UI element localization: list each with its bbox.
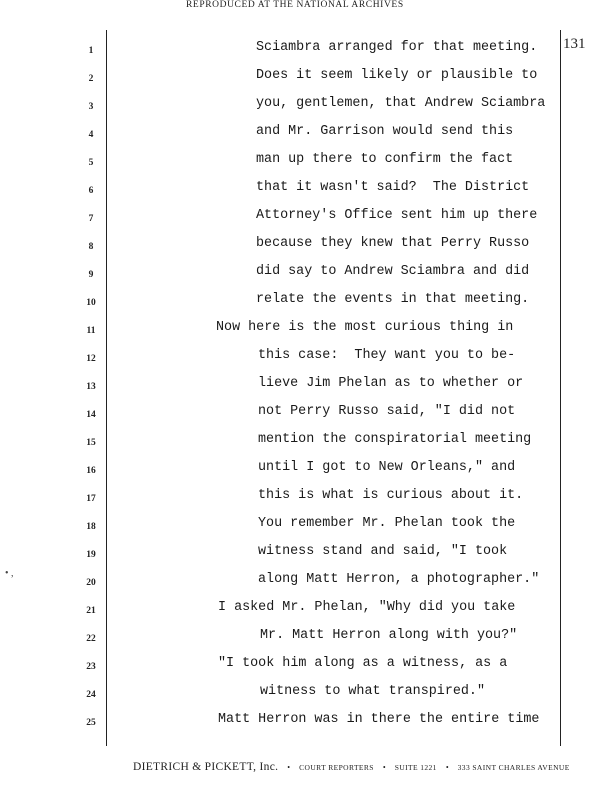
separator-dot: • xyxy=(287,763,291,772)
line-number: 12 xyxy=(86,354,96,364)
line-number: 2 xyxy=(88,74,94,84)
transcript-line: this is what is curious about it. xyxy=(258,488,524,503)
line-number: 3 xyxy=(88,102,94,112)
transcript-line: lieve Jim Phelan as to whether or xyxy=(258,376,524,391)
transcript-line: "I took him along as a witness, as a xyxy=(218,656,508,671)
transcript-line: this case: They want you to be- xyxy=(258,348,516,363)
transcript-line: You remember Mr. Phelan took the xyxy=(258,516,516,531)
transcript-line: and Mr. Garrison would send this xyxy=(256,124,514,139)
page-number: 131 xyxy=(563,36,586,52)
transcript-line: Now here is the most curious thing in xyxy=(216,320,514,335)
transcript-line: Does it seem likely or plausible to xyxy=(256,68,538,83)
firm-name: DIETRICH & PICKETT, Inc. xyxy=(133,761,279,773)
separator-dot: • xyxy=(445,763,449,772)
separator-dot: • xyxy=(382,763,386,772)
line-number: 14 xyxy=(86,410,96,420)
line-number: 13 xyxy=(86,382,96,392)
transcript-line: Mr. Matt Herron along with you?" xyxy=(260,628,518,643)
line-number: 18 xyxy=(86,522,96,532)
line-number: 20 xyxy=(86,578,96,588)
transcript-line: along Matt Herron, a photographer." xyxy=(258,572,540,587)
transcript-line: not Perry Russo said, "I did not xyxy=(258,404,516,419)
transcript-line: Attorney's Office sent him up there xyxy=(256,208,538,223)
firm-role: COURT REPORTERS xyxy=(299,763,374,772)
firm-address: 333 SAINT CHARLES AVENUE xyxy=(457,763,570,772)
transcript-line: until I got to New Orleans," and xyxy=(258,460,516,475)
transcript-line: I asked Mr. Phelan, "Why did you take xyxy=(218,600,516,615)
line-number: 21 xyxy=(86,606,96,616)
line-number: 8 xyxy=(88,242,94,252)
line-number: 4 xyxy=(88,130,94,140)
line-number: 17 xyxy=(86,494,96,504)
line-number: 24 xyxy=(86,690,96,700)
line-number: 5 xyxy=(88,158,94,168)
margin-mark: • , xyxy=(5,568,14,579)
archive-stamp: REPRODUCED AT THE NATIONAL ARCHIVES xyxy=(186,0,404,10)
line-number: 11 xyxy=(86,326,96,336)
transcript-line: witness stand and said, "I took xyxy=(258,544,508,559)
reporter-footer xyxy=(133,757,570,775)
transcript-line: mention the conspiratorial meeting xyxy=(258,432,532,447)
transcript-line: that it wasn't said? The District xyxy=(256,180,530,195)
line-number: 1 xyxy=(88,46,94,56)
line-number: 7 xyxy=(88,214,94,224)
transcript-line: did say to Andrew Sciambra and did xyxy=(256,264,530,279)
transcript-line: Matt Herron was in there the entire time xyxy=(218,712,540,727)
line-number: 15 xyxy=(86,438,96,448)
transcript-line: you, gentlemen, that Andrew Sciambra xyxy=(256,96,546,111)
line-number: 25 xyxy=(86,718,96,728)
line-number: 19 xyxy=(86,550,96,560)
line-number: 9 xyxy=(88,270,94,280)
transcript-line: relate the events in that meeting. xyxy=(256,292,530,307)
firm-suite: SUITE 1221 xyxy=(394,763,437,772)
line-number: 16 xyxy=(86,466,96,476)
transcript-line: man up there to confirm the fact xyxy=(256,152,514,167)
transcript-line: witness to what transpired." xyxy=(260,684,485,699)
line-number: 10 xyxy=(86,298,96,308)
line-number: 22 xyxy=(86,634,96,644)
transcript-line: Sciambra arranged for that meeting. xyxy=(256,40,538,55)
line-number: 6 xyxy=(88,186,94,196)
transcript-line: because they knew that Perry Russo xyxy=(256,236,530,251)
line-number: 23 xyxy=(86,662,96,672)
